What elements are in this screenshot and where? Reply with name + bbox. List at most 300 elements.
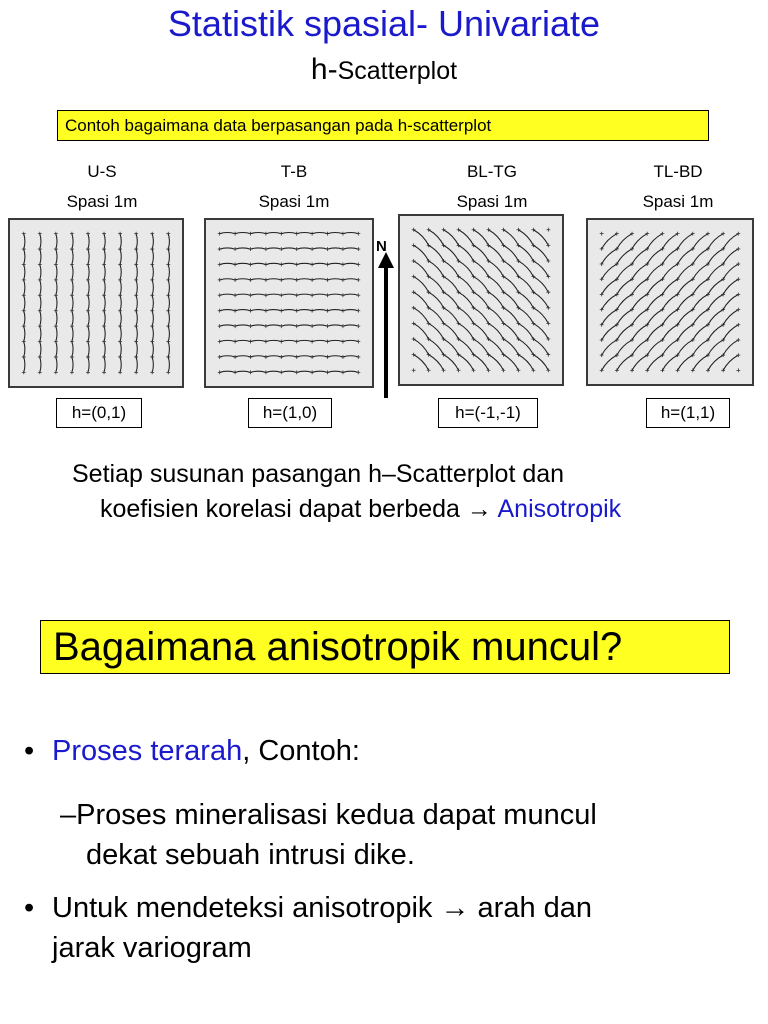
- sample-point: [356, 232, 360, 236]
- pair-link: [723, 294, 738, 309]
- sample-point: [70, 370, 74, 374]
- sample-point: [356, 293, 360, 297]
- pair-link: [152, 249, 153, 264]
- sample-point: [600, 232, 604, 236]
- pair-link: [297, 263, 312, 264]
- pair-link: [88, 280, 89, 295]
- pair-link: [72, 311, 73, 326]
- pair-link: [602, 249, 617, 264]
- pair-link: [235, 294, 250, 295]
- pair-link: [518, 230, 533, 246]
- pair-link: [533, 323, 548, 339]
- pair-link: [152, 264, 153, 279]
- sample-point: [501, 368, 505, 372]
- pair-link: [602, 355, 617, 370]
- pair-link: [678, 340, 693, 355]
- pairs-diagram-ns-drawing: [10, 220, 182, 386]
- pair-link: [617, 264, 632, 279]
- pair-link: [168, 264, 169, 279]
- pair-link: [281, 371, 296, 372]
- pair-link: [444, 355, 459, 371]
- pair-link: [297, 371, 312, 372]
- pair-link: [250, 371, 265, 372]
- pair-link: [662, 294, 677, 309]
- pair-link: [723, 279, 738, 294]
- pair-link: [662, 279, 677, 294]
- pair-link: [56, 295, 57, 310]
- pair-link: [429, 292, 444, 308]
- panel-4-direction: TL-BD: [653, 162, 703, 181]
- sample-point: [54, 370, 58, 374]
- pair-link: [168, 311, 169, 326]
- pair-link: [343, 356, 358, 357]
- h-vector-ns: h=(0,1): [56, 398, 142, 428]
- pair-link: [343, 248, 358, 249]
- pair-link: [88, 311, 89, 326]
- pair-link: [136, 249, 137, 264]
- pair-link: [40, 342, 41, 357]
- pair-link: [250, 356, 265, 357]
- pair-link: [72, 357, 73, 372]
- pair-link: [220, 340, 235, 341]
- pair-link: [24, 234, 25, 249]
- pair-link: [168, 249, 169, 264]
- pair-link: [312, 356, 327, 357]
- pair-link: [602, 234, 617, 249]
- slide-title: Statistik spasial- Univariate: [167, 3, 601, 44]
- pair-link: [444, 292, 459, 308]
- pair-link: [136, 342, 137, 357]
- panel-1-direction: U-S: [87, 162, 117, 181]
- h-vector-ew: h=(1,0): [248, 398, 332, 428]
- pair-link: [281, 263, 296, 264]
- pair-link: [104, 326, 105, 341]
- pairs-diagram-ns: [8, 218, 184, 388]
- pair-link: [88, 264, 89, 279]
- sample-point: [356, 324, 360, 328]
- pair-link: [474, 355, 489, 371]
- pair-link: [429, 245, 444, 261]
- sample-point: [356, 247, 360, 251]
- pair-link: [266, 279, 281, 280]
- pair-link: [444, 277, 459, 293]
- sample-point: [427, 368, 431, 372]
- pair-link: [444, 339, 459, 355]
- pair-link: [678, 279, 693, 294]
- pair-link: [312, 325, 327, 326]
- sample-point: [546, 259, 550, 263]
- pair-link: [312, 248, 327, 249]
- pair-link: [503, 308, 518, 324]
- subtitle-prefix: h-: [310, 53, 338, 86]
- pair-link: [250, 325, 265, 326]
- pair-link: [708, 310, 723, 325]
- pair-link: [220, 248, 235, 249]
- pair-link: [120, 280, 121, 295]
- pair-link: [678, 310, 693, 325]
- pair-link: [136, 264, 137, 279]
- pair-link: [120, 234, 121, 249]
- bullet-2: [24, 889, 592, 927]
- pair-link: [136, 295, 137, 310]
- pair-link: [328, 356, 343, 357]
- pair-link: [88, 249, 89, 264]
- pair-link: [518, 323, 533, 339]
- pair-link: [693, 279, 708, 294]
- pair-link: [503, 230, 518, 246]
- pair-link: [414, 292, 429, 308]
- sub-bullet-line-1: [60, 796, 597, 834]
- pair-link: [533, 355, 548, 371]
- pair-link: [152, 357, 153, 372]
- pair-link: [72, 342, 73, 357]
- pair-link: [503, 323, 518, 339]
- pair-link: [632, 264, 647, 279]
- pair-link: [312, 371, 327, 372]
- pair-link: [647, 294, 662, 309]
- pair-link: [312, 263, 327, 264]
- sample-point: [166, 370, 170, 374]
- pair-link: [662, 264, 677, 279]
- pair-link: [328, 233, 343, 234]
- pair-link: [104, 311, 105, 326]
- pair-link: [488, 261, 503, 277]
- panel-2-direction: T-B: [280, 162, 308, 181]
- pair-link: [459, 308, 474, 324]
- sample-point: [118, 370, 122, 374]
- pair-link: [120, 311, 121, 326]
- pair-link: [56, 280, 57, 295]
- pair-link: [503, 292, 518, 308]
- panel-1-spacing: Spasi 1m: [66, 192, 138, 211]
- pair-link: [708, 249, 723, 264]
- pair-link: [312, 294, 327, 295]
- pair-link: [220, 356, 235, 357]
- pair-link: [488, 277, 503, 293]
- pair-link: [136, 280, 137, 295]
- pair-link: [693, 249, 708, 264]
- summary-text: koefisien korelasi dapat berbeda →: [100, 495, 498, 523]
- pair-link: [235, 325, 250, 326]
- sample-point: [38, 370, 42, 374]
- pair-link: [647, 234, 662, 249]
- pair-link: [281, 248, 296, 249]
- pair-link: [220, 325, 235, 326]
- sample-point: [356, 278, 360, 282]
- pair-link: [120, 357, 121, 372]
- pair-link: [459, 323, 474, 339]
- pair-link: [40, 249, 41, 264]
- pair-link: [414, 323, 429, 339]
- pair-link: [120, 342, 121, 357]
- summary-anisotropik: Anisotropik: [497, 495, 622, 523]
- pair-link: [152, 326, 153, 341]
- sample-point: [546, 275, 550, 279]
- pair-link: [429, 277, 444, 293]
- pair-link: [414, 308, 429, 324]
- pair-link: [235, 279, 250, 280]
- panel-4-spacing: Spasi 1m: [642, 192, 714, 211]
- summary-line-2: [100, 493, 621, 525]
- pair-link: [136, 234, 137, 249]
- pair-link: [632, 279, 647, 294]
- pair-link: [168, 234, 169, 249]
- pair-link: [488, 323, 503, 339]
- sample-point: [546, 321, 550, 325]
- pair-link: [647, 310, 662, 325]
- bullet-1-text: , Contoh:: [242, 735, 360, 767]
- pair-link: [459, 292, 474, 308]
- pair-link: [474, 339, 489, 355]
- pair-link: [474, 292, 489, 308]
- pair-link: [647, 279, 662, 294]
- pair-link: [220, 294, 235, 295]
- pair-link: [120, 264, 121, 279]
- pair-link: [444, 323, 459, 339]
- pair-link: [647, 249, 662, 264]
- pair-link: [56, 357, 57, 372]
- pair-link: [266, 248, 281, 249]
- pair-link: [328, 310, 343, 311]
- sample-point: [546, 368, 550, 372]
- pair-link: [429, 261, 444, 277]
- pair-link: [24, 357, 25, 372]
- pair-link: [414, 230, 429, 246]
- pair-link: [343, 340, 358, 341]
- pair-link: [723, 340, 738, 355]
- pair-link: [250, 294, 265, 295]
- pair-link: [88, 326, 89, 341]
- pair-link: [328, 294, 343, 295]
- pair-link: [459, 339, 474, 355]
- pair-link: [235, 371, 250, 372]
- pair-link: [72, 295, 73, 310]
- pair-link: [533, 245, 548, 261]
- pair-link: [488, 245, 503, 261]
- pair-link: [533, 308, 548, 324]
- pair-link: [662, 340, 677, 355]
- pair-link: [152, 295, 153, 310]
- pair-link: [220, 279, 235, 280]
- pair-link: [120, 326, 121, 341]
- pair-link: [474, 277, 489, 293]
- sample-point: [531, 368, 535, 372]
- pair-link: [662, 355, 677, 370]
- sample-point: [356, 355, 360, 359]
- pair-link: [312, 310, 327, 311]
- pair-link: [220, 371, 235, 372]
- pair-link: [503, 277, 518, 293]
- pair-link: [429, 230, 444, 246]
- sample-point: [546, 306, 550, 310]
- pair-link: [414, 277, 429, 293]
- pair-link: [104, 264, 105, 279]
- pair-link: [429, 339, 444, 355]
- pair-link: [343, 263, 358, 264]
- pair-link: [266, 371, 281, 372]
- pair-link: [488, 292, 503, 308]
- sample-point: [22, 370, 26, 374]
- pairs-diagram-nw-se-drawing: [400, 216, 562, 384]
- pair-link: [708, 340, 723, 355]
- pair-link: [632, 310, 647, 325]
- pair-link: [708, 234, 723, 249]
- pair-link: [533, 292, 548, 308]
- pair-link: [678, 325, 693, 340]
- pair-link: [474, 230, 489, 246]
- pair-link: [120, 295, 121, 310]
- pair-link: [40, 295, 41, 310]
- pair-link: [56, 234, 57, 249]
- pair-link: [312, 233, 327, 234]
- bullet-1-highlight: Proses terarah: [52, 735, 243, 767]
- pair-link: [88, 295, 89, 310]
- pair-link: [602, 279, 617, 294]
- pair-link: [647, 264, 662, 279]
- sample-point: [150, 370, 154, 374]
- pair-link: [266, 325, 281, 326]
- sample-point: [86, 370, 90, 374]
- pair-link: [152, 280, 153, 295]
- sample-point: [457, 368, 461, 372]
- pair-link: [250, 248, 265, 249]
- pair-link: [647, 340, 662, 355]
- pair-link: [343, 371, 358, 372]
- pair-link: [503, 261, 518, 277]
- pair-link: [708, 264, 723, 279]
- sample-point: [356, 263, 360, 267]
- pairs-diagram-ne-sw-drawing: [588, 220, 752, 384]
- bullet-2-line-2: jarak variogram: [52, 932, 252, 964]
- pair-link: [723, 355, 738, 370]
- pair-link: [632, 294, 647, 309]
- sample-point: [356, 370, 360, 374]
- pair-link: [678, 294, 693, 309]
- pair-link: [235, 356, 250, 357]
- pair-link: [250, 310, 265, 311]
- pair-link: [602, 294, 617, 309]
- pair-link: [343, 294, 358, 295]
- pair-link: [88, 357, 89, 372]
- h-vector-ne-sw: h=(1,1): [646, 398, 730, 428]
- pair-link: [708, 355, 723, 370]
- pair-link: [632, 249, 647, 264]
- pair-link: [24, 342, 25, 357]
- pair-link: [617, 249, 632, 264]
- pair-link: [474, 245, 489, 261]
- pair-link: [518, 277, 533, 293]
- pair-link: [120, 249, 121, 264]
- pair-link: [297, 340, 312, 341]
- pair-link: [24, 295, 25, 310]
- pair-link: [343, 310, 358, 311]
- bullet-dot-icon: •: [24, 735, 35, 767]
- pair-link: [250, 233, 265, 234]
- panel-3-spacing: Spasi 1m: [456, 192, 528, 211]
- pair-link: [24, 311, 25, 326]
- pair-link: [72, 326, 73, 341]
- pair-link: [40, 311, 41, 326]
- pair-link: [24, 264, 25, 279]
- pair-link: [312, 279, 327, 280]
- pair-link: [444, 308, 459, 324]
- pair-link: [72, 264, 73, 279]
- pair-link: [343, 279, 358, 280]
- pair-link: [474, 261, 489, 277]
- pair-link: [104, 342, 105, 357]
- pair-link: [459, 245, 474, 261]
- pair-link: [632, 355, 647, 370]
- pair-link: [459, 230, 474, 246]
- pair-link: [617, 310, 632, 325]
- pair-link: [602, 325, 617, 340]
- pair-link: [72, 280, 73, 295]
- pair-link: [266, 263, 281, 264]
- pair-link: [281, 279, 296, 280]
- pair-link: [136, 311, 137, 326]
- pair-link: [328, 279, 343, 280]
- pair-link: [152, 234, 153, 249]
- pair-link: [708, 294, 723, 309]
- pair-link: [693, 294, 708, 309]
- pair-link: [647, 325, 662, 340]
- pair-link: [429, 308, 444, 324]
- sample-point: [472, 368, 476, 372]
- pair-link: [152, 342, 153, 357]
- pair-link: [297, 356, 312, 357]
- pair-link: [488, 230, 503, 246]
- pair-link: [662, 234, 677, 249]
- pair-link: [617, 234, 632, 249]
- sample-point: [546, 243, 550, 247]
- pair-link: [56, 249, 57, 264]
- pair-link: [235, 233, 250, 234]
- pair-link: [235, 340, 250, 341]
- pair-link: [281, 356, 296, 357]
- pair-link: [723, 234, 738, 249]
- pair-link: [414, 355, 429, 371]
- pair-link: [24, 326, 25, 341]
- pair-link: [693, 310, 708, 325]
- pair-link: [235, 248, 250, 249]
- pair-link: [503, 245, 518, 261]
- pair-link: [723, 325, 738, 340]
- pair-link: [602, 340, 617, 355]
- pair-link: [678, 264, 693, 279]
- pair-link: [488, 308, 503, 324]
- pair-link: [632, 340, 647, 355]
- pair-link: [662, 310, 677, 325]
- pair-link: [459, 277, 474, 293]
- pair-link: [220, 233, 235, 234]
- pair-link: [104, 295, 105, 310]
- pair-link: [444, 245, 459, 261]
- pair-link: [459, 355, 474, 371]
- pair-link: [693, 355, 708, 370]
- pair-link: [617, 279, 632, 294]
- pair-link: [297, 279, 312, 280]
- pair-link: [632, 234, 647, 249]
- pairs-diagram-ew: [204, 218, 374, 388]
- pair-link: [281, 294, 296, 295]
- pair-link: [152, 311, 153, 326]
- pair-link: [444, 230, 459, 246]
- pair-link: [533, 339, 548, 355]
- pair-link: [328, 340, 343, 341]
- pair-link: [503, 355, 518, 371]
- pair-link: [343, 233, 358, 234]
- pair-link: [678, 355, 693, 370]
